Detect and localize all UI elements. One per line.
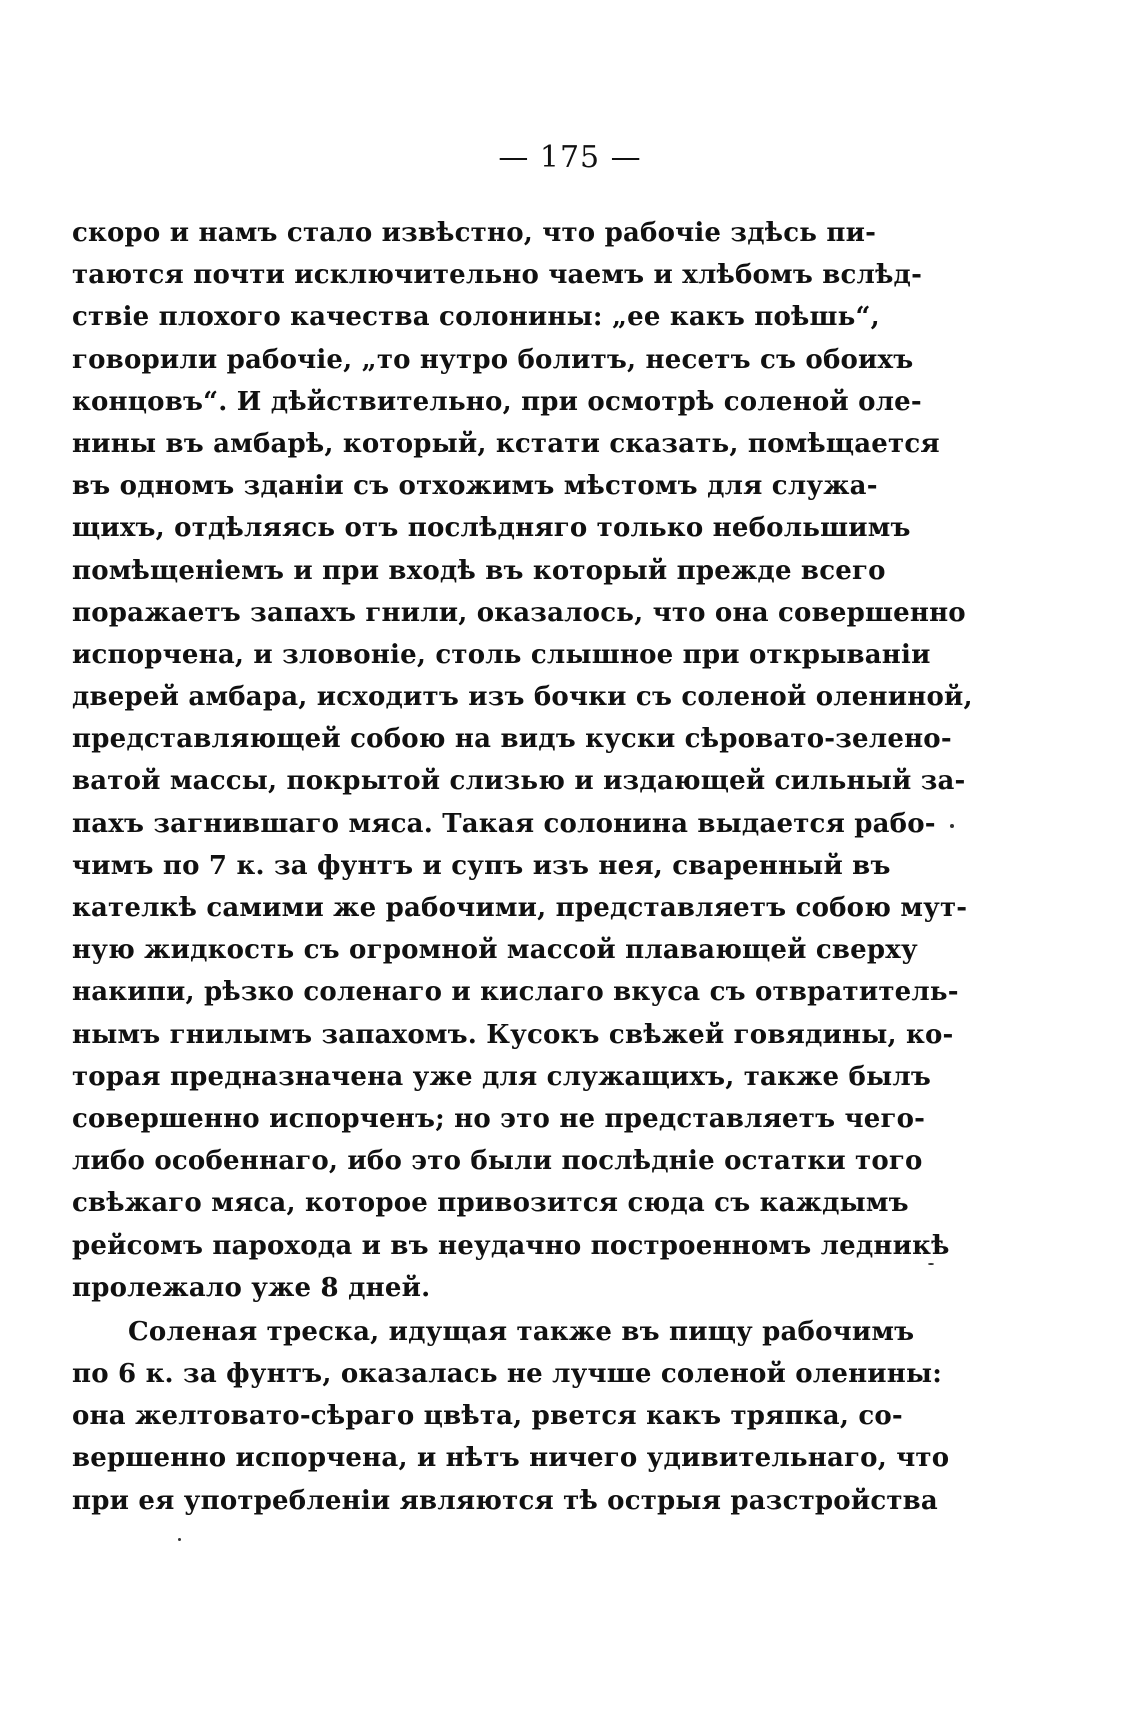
text-line: въ одномъ зданіи съ отхожимъ мѣстомъ для служа- bbox=[72, 471, 878, 502]
text-line: пролежало уже 8 дней. bbox=[72, 1272, 431, 1303]
text-line: ватой массы, покрытой слизью и издающей сильный за- bbox=[72, 766, 966, 797]
text-line: по 6 к. за фунтъ, оказалась не лучше соленой оленины: bbox=[72, 1359, 943, 1390]
text-line: щихъ, отдѣляясь отъ послѣдняго только небольшимъ bbox=[72, 513, 911, 544]
text-line: кателкѣ самими же рабочими, представляетъ собою мут- bbox=[72, 893, 968, 923]
text-line: ствіе плохого качества солонины: „ее какъ поѣшь“, bbox=[72, 302, 880, 333]
text-line: свѣжаго мяса, которое привозится сюда съ каждымъ bbox=[72, 1188, 909, 1219]
text-line: пахъ загнившаго мяса. Такая солонина выдается рабо- bbox=[72, 808, 936, 839]
text-line: совершенно испорченъ; но это не представляетъ чего- bbox=[72, 1103, 926, 1134]
text-line: помѣщеніемъ и при входѣ въ который прежде всего bbox=[72, 555, 886, 586]
text-line: накипи, рѣзко соленаго и кислаго вкуса съ отвратитель- bbox=[72, 977, 959, 1008]
text-line: скоро и намъ стало извѣстно, что рабочіе здѣсь пи- bbox=[72, 218, 877, 248]
text-line: торая предназначена уже для служащихъ, также былъ bbox=[72, 1061, 932, 1092]
paragraph-1 bbox=[72, 212, 973, 1309]
text-line: испорчена, и зловоніе, столь слышное при открываніи bbox=[72, 639, 931, 670]
text-line: представляющей собою на видъ куски сѣровато-зелено- bbox=[72, 724, 952, 755]
text-line: говорили рабочіе, „то нутро болитъ, несетъ съ обоихъ bbox=[72, 344, 914, 375]
text-line: концовъ“. И дѣйствительно, при осмотрѣ соленой оле- bbox=[72, 386, 922, 417]
text-line: либо особеннаго, ибо это были послѣдніе остатки того bbox=[72, 1146, 923, 1177]
text-line: при ея употребленіи являются тѣ острыя разстройства bbox=[72, 1485, 938, 1516]
body-text bbox=[72, 212, 973, 1522]
text-line: поражаетъ запахъ гнили, оказалось, что она совершенно bbox=[72, 597, 966, 628]
text-line: Соленая треска, идущая также въ пищу рабочимъ bbox=[128, 1316, 915, 1347]
text-line: нины въ амбарѣ, который, кстати сказать, помѣщается bbox=[72, 428, 940, 459]
text-line: ную жидкость съ огромной массой плавающей сверху bbox=[72, 935, 918, 966]
page-number: — 175 — bbox=[498, 140, 642, 175]
text-line: нымъ гнилымъ запахомъ. Кусокъ свѣжей говядины, ко- bbox=[72, 1019, 954, 1050]
text-line: дверей амбара, исходитъ изъ бочки съ соленой олениной, bbox=[72, 682, 973, 713]
scan-speck bbox=[950, 824, 954, 828]
scan-speck bbox=[928, 1263, 934, 1265]
text-line: таются почти исключительно чаемъ и хлѣбомъ вслѣд- bbox=[72, 260, 923, 291]
text-line: вершенно испорчена, и нѣтъ ничего удивительнаго, что bbox=[72, 1443, 950, 1474]
text-line: чимъ по 7 к. за фунтъ и супъ изъ нея, сваренный въ bbox=[72, 850, 891, 881]
text-line: рейсомъ парохода и въ неудачно построенномъ ледникѣ bbox=[72, 1230, 950, 1261]
text-line: она желтовато-сѣраго цвѣта, рвется какъ тряпка, со- bbox=[72, 1401, 903, 1432]
scan-speck bbox=[178, 1538, 181, 1541]
paragraph-2 bbox=[72, 1311, 950, 1522]
